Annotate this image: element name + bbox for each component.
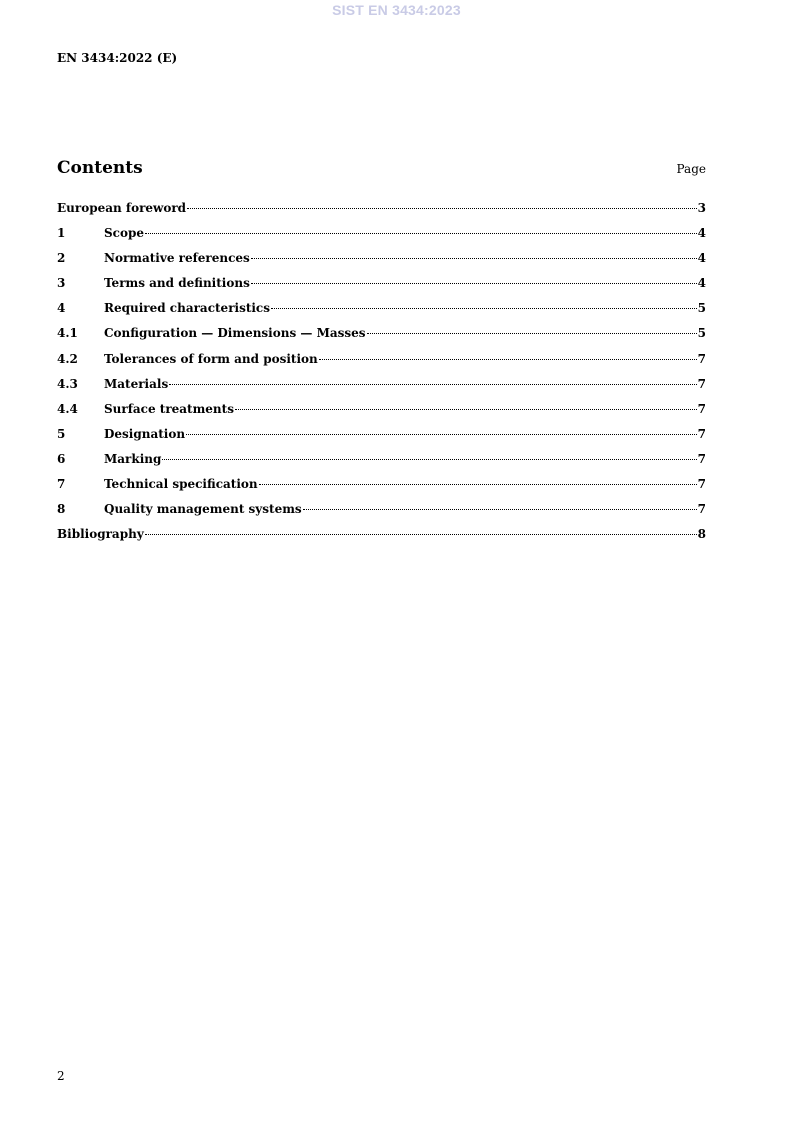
toc-dot-leader [235, 409, 697, 410]
toc-dot-leader [145, 233, 697, 234]
toc-dot-leader [303, 509, 697, 510]
contents-title: Contents [57, 158, 143, 178]
toc-entry-number: 2 [57, 251, 66, 266]
page-column-label: Page [676, 162, 706, 176]
toc-entry[interactable] [57, 251, 706, 276]
toc-entry-title: Surface treatments [104, 401, 234, 416]
toc-entry[interactable] [57, 427, 706, 452]
toc-entry-title: Designation [104, 426, 186, 441]
toc-dot-leader [186, 434, 697, 435]
toc-dot-leader [145, 534, 697, 535]
toc-dot-leader [319, 359, 697, 360]
toc-entry[interactable] [57, 452, 706, 477]
toc-dot-leader [259, 484, 697, 485]
toc-entry-page: 7 [697, 502, 706, 517]
toc-entry-number: 6 [57, 451, 66, 466]
toc-entry-number: 5 [57, 426, 66, 441]
toc-entry-title: Terms and definitions [104, 276, 250, 291]
toc-entry-page: 7 [697, 451, 706, 466]
toc-entry-page: 7 [697, 477, 706, 492]
toc-entry[interactable] [57, 527, 706, 552]
toc-dot-leader [367, 333, 697, 334]
toc-entry-title: European foreword [57, 201, 187, 215]
document-id: EN 3434:2022 (E) [57, 51, 178, 65]
toc-entry-title: Required characteristics [104, 301, 270, 316]
toc-entry-page: 7 [697, 426, 706, 441]
toc-dot-leader [169, 384, 696, 385]
toc-entry-title: Quality management systems [104, 502, 302, 517]
toc-entry-title: Technical specification [104, 477, 258, 492]
toc-entry-page: 7 [697, 351, 706, 366]
toc-entry-number: 1 [57, 226, 66, 241]
toc-entry-number: 4 [57, 301, 66, 316]
toc-entry-number: 4.2 [57, 351, 78, 366]
toc-entry-title: Normative references [104, 251, 250, 266]
toc-entry-number: 3 [57, 276, 66, 291]
toc-entry-title: Tolerances of form and position [104, 351, 318, 366]
toc-entry[interactable] [57, 377, 706, 402]
toc-entry-page: 4 [697, 276, 706, 291]
toc-dot-leader [187, 208, 697, 209]
toc-entry-number: 4.4 [57, 401, 78, 416]
toc-entry-page: 7 [697, 376, 706, 391]
toc-entry-number: 7 [57, 477, 66, 492]
toc-entry-page: 4 [697, 251, 706, 266]
toc-dot-leader [271, 308, 697, 309]
toc-entry-page: 3 [697, 201, 706, 215]
toc-entry-title: Materials [104, 376, 169, 391]
toc-entry-title: Scope [104, 226, 145, 241]
toc-entry-title: Bibliography [57, 527, 144, 542]
watermark: SIST EN 3434:2023 [332, 2, 461, 18]
toc-entry[interactable] [57, 502, 706, 527]
toc-entry-title: Marking [104, 451, 162, 466]
toc-dot-leader [251, 283, 697, 284]
toc-entry[interactable] [57, 477, 706, 502]
toc-entry-number: 4.1 [57, 326, 78, 341]
toc-entry[interactable] [57, 352, 706, 377]
toc-dot-leader [251, 258, 697, 259]
toc-dot-leader [162, 459, 696, 460]
toc-entry-number: 8 [57, 502, 66, 517]
toc-entry-page: 5 [697, 301, 706, 316]
toc-entry-page: 5 [697, 326, 706, 341]
toc-entry[interactable] [57, 301, 706, 326]
toc-entry[interactable] [57, 201, 706, 226]
toc-entry-number: 4.3 [57, 376, 78, 391]
toc-entry-page: 7 [697, 401, 706, 416]
toc-entry[interactable] [57, 326, 706, 351]
table-of-contents [57, 201, 706, 552]
toc-entry[interactable] [57, 226, 706, 251]
toc-entry-page: 4 [697, 226, 706, 241]
toc-entry[interactable] [57, 402, 706, 427]
page-number: 2 [57, 1069, 65, 1083]
toc-entry[interactable] [57, 276, 706, 301]
toc-entry-title: Configuration — Dimensions — Masses [104, 326, 366, 341]
toc-entry-page: 8 [697, 527, 706, 542]
contents-header [57, 158, 706, 178]
